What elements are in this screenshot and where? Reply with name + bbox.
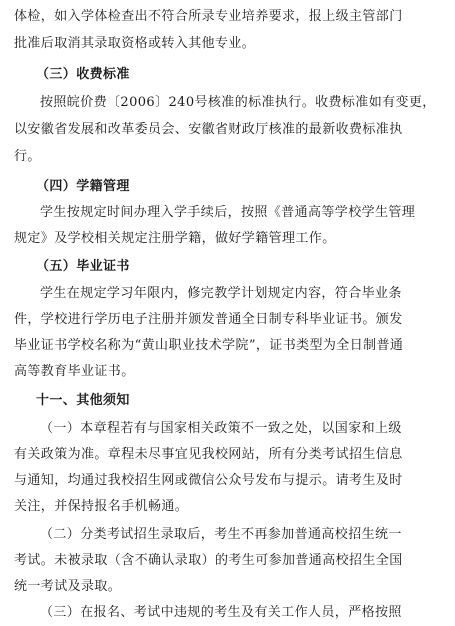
text-line: 按照皖价费〔2006〕240号核准的标准执行。收费标准如有变更， (40, 95, 436, 110)
text-line: （三）在报名、考试中违规的考生及有关工作人员，严格按照 (40, 605, 402, 620)
text-line: 行。 (14, 149, 41, 164)
text-line: 以安徽省发展和改革委员会、安徽省财政厅核准的最新收费标准执 (14, 122, 403, 137)
section-heading-other-notes: 十一、其他须知 (36, 393, 130, 408)
text-line: （一）本章程若有与国家相关政策不一致之处，以国家和上级 (40, 421, 402, 436)
section-heading-graduation-certificate: （五）毕业证书 (36, 259, 130, 274)
text-line: 件，学校进行学历电子注册并颁发普通全日制专科毕业证书。颁发 (14, 312, 403, 327)
text-line: 学生在规定学习年限内，修完教学计划规定内容，符合毕业条 (40, 286, 402, 301)
text-line: 统一考试及录取。 (14, 579, 122, 594)
text-line: 学生按规定时间办理入学手续后，按照《普通高等学校学生管理 (40, 205, 416, 220)
text-line: 体检，如入学体检查出不符合所录专业培养要求，报上级主管部门 (14, 9, 403, 24)
text-line: 有关政策为准。章程未尽事宜见我校网站，所有分类考试招生信息 (14, 447, 403, 462)
text-line: 考试。未被录取（含不确认录取）的考生可参加普通高校招生全国 (14, 553, 403, 568)
text-line: 高等教育毕业证书。 (14, 364, 135, 379)
section-heading-student-status: （四）学籍管理 (36, 179, 130, 194)
text-line: （二）分类考试招生录取后，考生不再参加普通高校招生统一 (40, 527, 402, 542)
text-line: 规定》及学校相关规定注册学籍，做好学籍管理工作。 (14, 231, 336, 246)
section-heading-fees: （三）收费标准 (36, 67, 130, 82)
text-line: 毕业证书学校名称为“黄山职业技术学院”，证书类型为全日制普通 (14, 338, 404, 353)
text-line: 批准后取消其录取资格或转入其他专业。 (14, 36, 256, 51)
text-line: 与通知，均通过我校招生网或微信公众号发布与提示。请考生及时 (14, 473, 403, 488)
text-line: 关注，并保持报名手机畅通。 (14, 499, 189, 514)
